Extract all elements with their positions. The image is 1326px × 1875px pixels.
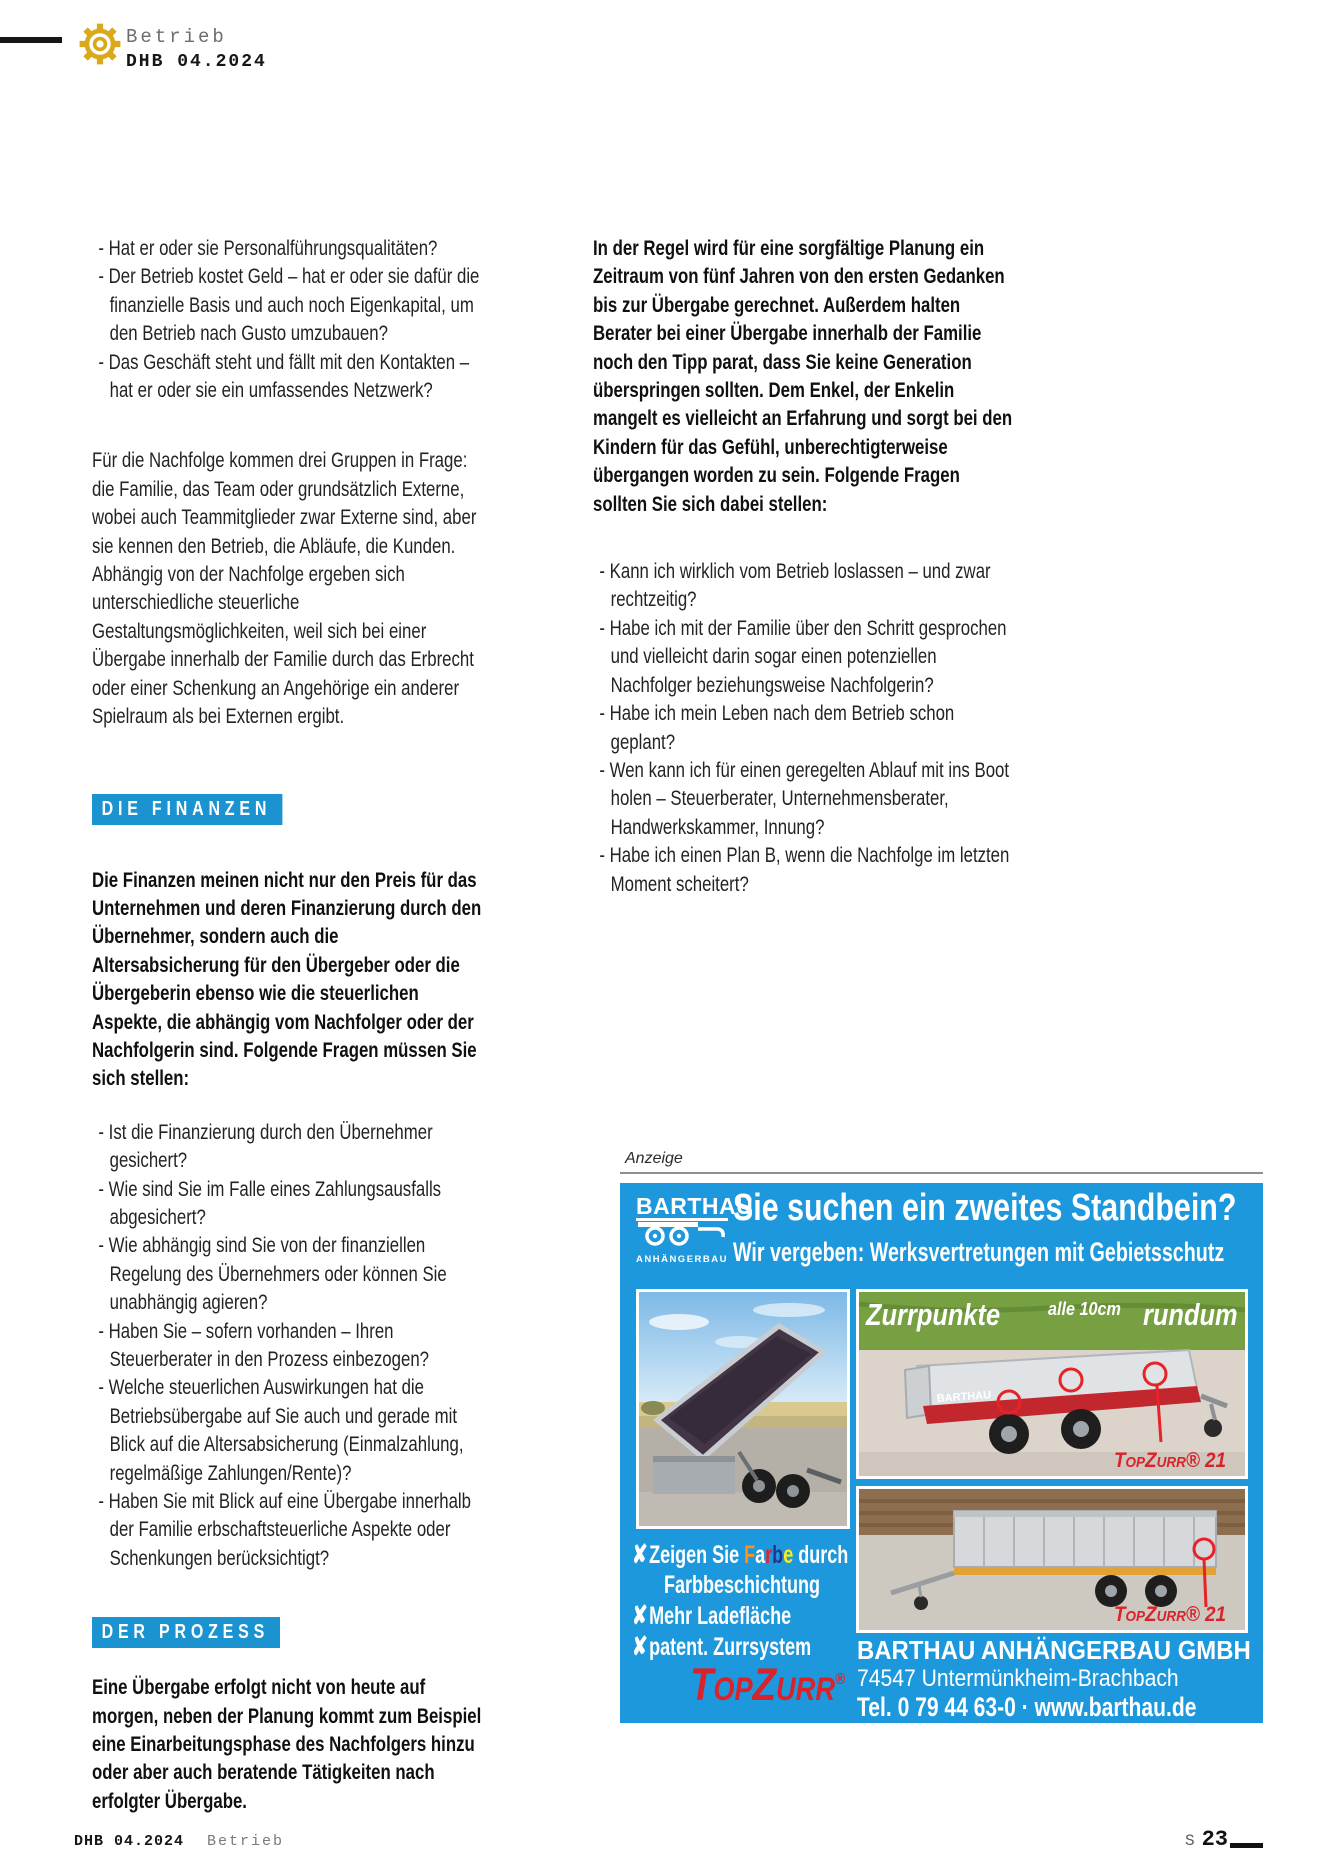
left-column xyxy=(92,235,488,1816)
barthau-ad xyxy=(620,1183,1263,1723)
barthau-logo-sub: ANHÄNGERBAU xyxy=(636,1254,728,1265)
photo-brand-text: BARTHAU xyxy=(936,1389,992,1405)
list-item: - Kann ich wirklich vom Betrieb loslassen – und zwar rechtzeitig? xyxy=(599,560,991,612)
list-item: - Haben Sie – sofern vorhanden – Ihren Steuerberater in den Prozess einbezogen? xyxy=(98,1319,430,1371)
question-list-finanzen xyxy=(92,1119,488,1574)
ad-company-block xyxy=(857,1635,1263,1723)
list-item: - Wen kann ich für einen geregelten Ablauf mit ins Boot holen – Steuerberater, Unternehmensberater, Handwerkskammer, Innung? xyxy=(599,758,1010,839)
footer xyxy=(74,1833,284,1850)
ad-feature-ladeflaeche: ✘Mehr Ladefläche xyxy=(632,1600,792,1630)
overlay-zurrpunkte: Zurrpunkte xyxy=(866,1297,1001,1332)
photo-flatbed-trailer xyxy=(856,1289,1248,1479)
paragraph-finanzen-intro: Die Finanzen meinen nicht nur den Preis für das Unternehmen und deren Finanzierung durch den Übernehmer, sondern auch die Altersabsicherung für den Übergeber oder die Übergeberin ebenso wie die steuerlichen Aspekte, die abhängig vom Nachfolger oder der Nachfolgerin sind. Folgende Fragen müssen Sie sich stellen: xyxy=(92,868,482,1091)
list-item: - Hat er oder sie Personalführungsqualitäten? xyxy=(98,237,438,260)
section-title: Betrieb xyxy=(126,26,227,48)
ad-rule xyxy=(620,1172,1263,1174)
barthau-logo-text: BARTHAU xyxy=(636,1193,754,1219)
topzurr-caption: TopZurr® 21 xyxy=(1113,1603,1226,1626)
ad-feature-farbe: ✘Zeigen Sie Farbe durch xyxy=(632,1539,849,1569)
overlay-rundum: rundum xyxy=(1142,1297,1238,1332)
list-item: - Habe ich mit der Familie über den Schritt gesprochen und vielleicht darin sogar einen potenziellen Nachfolger beziehungsweise Nachfolgerin? xyxy=(599,616,1007,697)
list-item: - Habe ich einen Plan B, wenn die Nachfolge im letzten Moment scheitert? xyxy=(599,844,1010,896)
cross-bullet-icon: ✘ xyxy=(632,1631,648,1661)
paragraph-planung-intro: In der Regel wird für eine sorgfältige Planung ein Zeitraum von fünf Jahren von den ersten Gedanken bis zur Übergabe gerechnet. Außerdem halten Berater bei einer Übergabe innerhalb der Familie noch den Tipp parat, dass Sie keine Generation überspringen sollten. Dem Enkel, der Enkelin mangelt es vielleicht an Erfahrung und sorgt bei den Kindern für das Gefühl, unberechtigterweise übergangen worden zu sein. Folgende Fragen sollten Sie sich dabei stellen: xyxy=(593,237,1013,516)
gear-icon xyxy=(77,21,123,67)
photo-overlay-text xyxy=(866,1297,1238,1333)
footer-issue: DHB 04.2024 xyxy=(74,1833,185,1850)
paragraph-prozess-intro: Eine Übergabe erfolgt nicht von heute auf morgen, neben der Planung kommt zum Beispiel eine Einarbeitungsphase des Nachfolgers hinzu oder aber auch beratende Tätigkeiten nach erfolgter Übergabe. xyxy=(92,1676,482,1813)
page-number xyxy=(1185,1827,1228,1852)
right-column xyxy=(593,235,1017,899)
ad-headline: Sie suchen ein zweites Standbein? xyxy=(733,1187,1237,1229)
header xyxy=(126,26,267,72)
question-list-candidate xyxy=(92,235,488,405)
company-contact: Tel. 0 79 44 63-0 · www.barthau.de xyxy=(857,1692,1197,1722)
page-number-value: 23 xyxy=(1201,1827,1229,1852)
cross-bullet-icon: ✘ xyxy=(632,1539,648,1569)
paragraph-nachfolge: Für die Nachfolge kommen drei Gruppen in Frage: die Familie, das Team oder grundsätzlich Externe, wobei auch Teammitglieder zwar Externe sind, aber sie kennen den Betrieb, die Abläufe, die Kunden. Abhängig von der Nachfolge ergeben sich unterschiedliche steuerliche Gestaltungsmöglichkeiten, weil sich bei einer Übergabe innerhalb der Familie durch das Erbrecht oder einer Schenkung an Angehörige ein anderer Spielraum als bei Externen ergibt. xyxy=(92,449,477,729)
topzurr-logo: TopZurr® xyxy=(690,1659,845,1710)
footer-section: Betrieb xyxy=(207,1833,285,1850)
list-item: - Wie abhängig sind Sie von der finanziellen Regelung des Übernehmers oder können Sie unabhängig agieren? xyxy=(98,1234,447,1315)
company-address: 74547 Untermünkheim-Brachbach xyxy=(857,1665,1179,1692)
overlay-alle-10cm: alle 10cm xyxy=(1047,1299,1121,1319)
ad-subheadline: Wir vergeben: Werksvertretungen mit Gebietsschutz xyxy=(733,1237,1225,1267)
question-list-uebergeber xyxy=(593,558,1017,899)
company-name: BARTHAU ANHÄNGERBAU GMBH xyxy=(857,1635,1251,1665)
barthau-logo xyxy=(636,1193,754,1265)
trailer-pictogram-icon xyxy=(636,1221,728,1247)
list-item: - Das Geschäft steht und fällt mit den Kontakten – hat er oder sie ein umfassendes Netzwerk? xyxy=(98,350,470,403)
ad-label: Anzeige xyxy=(625,1150,683,1167)
heading-der-prozess: DER PROZESS xyxy=(92,1617,280,1648)
page-label: S xyxy=(1185,1832,1195,1850)
footer-rule xyxy=(1230,1843,1263,1848)
advertisement xyxy=(620,1150,1263,1723)
cross-bullet-icon: ✘ xyxy=(632,1600,648,1630)
topzurr-caption: TopZurr® 21 xyxy=(1113,1449,1226,1472)
heading-die-finanzen: DIE FINANZEN xyxy=(92,794,282,825)
photo-tipper-trailer xyxy=(636,1289,850,1529)
list-item: - Habe ich mein Leben nach dem Betrieb schon geplant? xyxy=(599,702,955,754)
list-item: - Wie sind Sie im Falle eines Zahlungsausfalls abgesichert? xyxy=(98,1177,442,1229)
list-item: - Welche steuerlichen Auswirkungen hat die Betriebsübergabe auf Sie auch und gerade mit Blick auf die Altersabsicherung (Einmalzahlung, regelmäßige Zahlungen/Rente)? xyxy=(98,1376,464,1485)
ad-feature-farbe-line2: Farbbeschichtung xyxy=(664,1571,821,1599)
list-item: - Haben Sie mit Blick auf eine Übergabe innerhalb der Familie erbschaftsteuerliche Aspekte oder Schenkungen berücksichtigt? xyxy=(98,1490,472,1570)
list-item: - Ist die Finanzierung durch den Übernehmer gesichert? xyxy=(98,1120,433,1173)
issue-label: DHB 04.2024 xyxy=(126,52,267,72)
ad-feature-zurrsystem: ✘patent. Zurrsystem xyxy=(632,1631,812,1661)
list-item: - Der Betrieb kostet Geld – hat er oder sie dafür die finanzielle Basis und auch noch Eigenkapital, um den Betrieb nach Gusto umzubauen? xyxy=(98,265,480,346)
header-rule xyxy=(0,37,62,43)
